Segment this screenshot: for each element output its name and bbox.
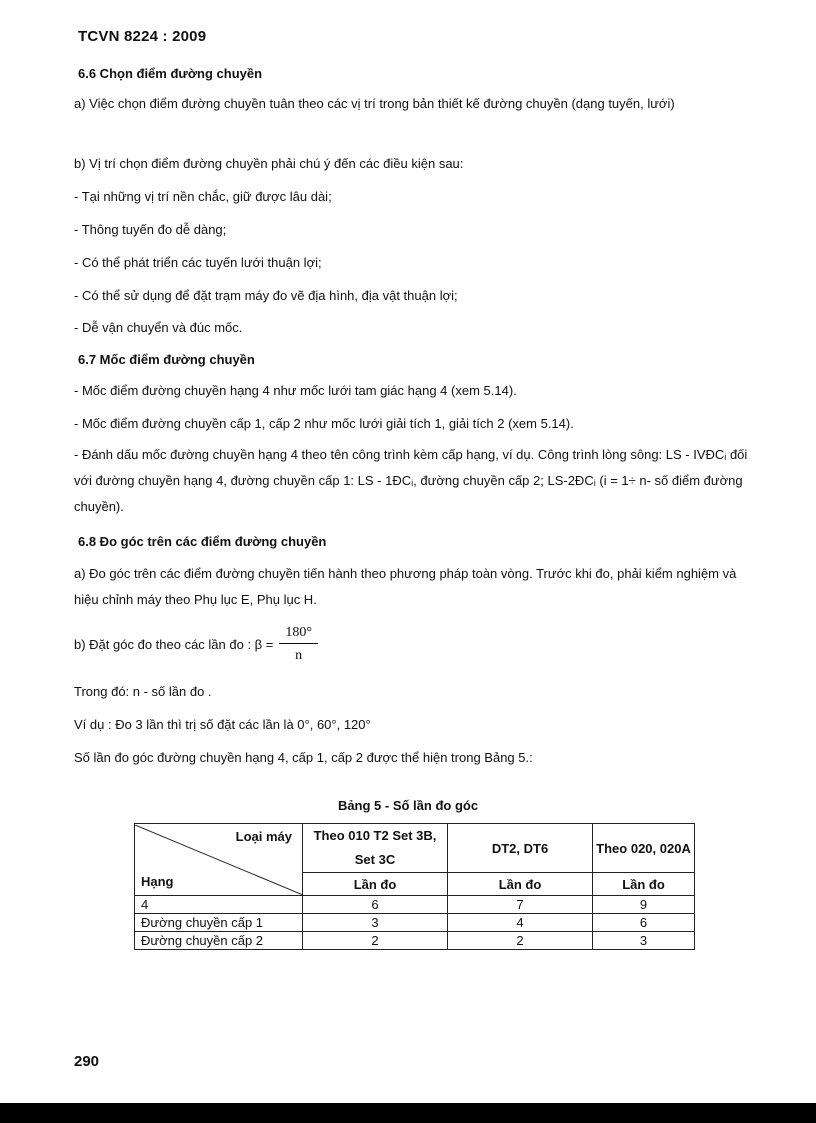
section-6-8-para-a: a) Đo góc trên các điểm đường chuyền tiến hành theo phương pháp toàn vòng. Trước khi đo, phải kiểm nghiệm và hiệu chỉnh máy theo Phụ lục E, Phụ lục H. <box>74 566 737 607</box>
corner-top-label: Loại máy <box>235 828 292 844</box>
list-item: - Mốc điểm đường chuyền cấp 1, cấp 2 như mốc lưới giải tích 1, giải tích 2 (xem 5.14). <box>74 416 574 431</box>
section-6-7-heading: 6.7 Mốc điểm đường chuyền <box>78 352 255 367</box>
fraction-denominator: n <box>295 648 303 663</box>
table-cell: 2 <box>448 932 593 950</box>
example-text: Ví dụ : Đo 3 lần thì trị số đặt các lần là 0°, 60°, 120° <box>74 717 371 732</box>
row-label: 4 <box>135 896 303 914</box>
row-label: Đường chuyền cấp 2 <box>135 932 303 950</box>
sub-header-1: Lần đo <box>303 873 448 896</box>
list-item: - Có thể phát triển các tuyến lưới thuận lợi; <box>74 255 322 270</box>
section-6-6-heading: 6.6 Chọn điểm đường chuyền <box>78 66 263 81</box>
list-item: - Thông tuyến đo dễ dàng; <box>74 222 227 237</box>
formula-where: Trong đó: n - số lần đo . <box>74 684 212 699</box>
standard-code: TCVN 8224 : 2009 <box>78 28 207 45</box>
col-header-1: Theo 010 T2 Set 3B, Set 3C <box>303 824 448 873</box>
table-caption: Bảng 5 - Số lần đo góc <box>337 798 479 813</box>
section-6-8-heading: 6.8 Đo góc trên các điểm đường chuyền <box>78 534 327 549</box>
table-cell: 9 <box>593 896 695 914</box>
measurement-table <box>134 823 695 950</box>
table-cell: 2 <box>303 932 448 950</box>
sub-header-3: Lần đo <box>593 873 695 896</box>
table-cell: 7 <box>448 896 593 914</box>
table-cell: 6 <box>303 896 448 914</box>
list-item: - Mốc điểm đường chuyền hạng 4 như mốc lưới tam giác hạng 4 (xem 5.14). <box>74 383 517 398</box>
col-header-2: DT2, DT6 <box>448 824 593 873</box>
table-cell: 4 <box>448 914 593 932</box>
section-6-6-para-b: b) Vị trí chọn điểm đường chuyền phải chú ý đến các điều kiện sau: <box>74 156 464 171</box>
table-cell: 6 <box>593 914 695 932</box>
table-cell: 3 <box>593 932 695 950</box>
corner-bottom-label: Hạng <box>141 873 174 889</box>
scan-edge-bar <box>0 1103 816 1123</box>
table-row <box>135 896 695 914</box>
table-cell: 3 <box>303 914 448 932</box>
sub-header-2: Lần đo <box>448 873 593 896</box>
fraction-numerator: 180° <box>279 625 318 644</box>
table-row <box>135 914 695 932</box>
page-number: 290 <box>74 1053 100 1070</box>
section-6-6-para-a: a) Việc chọn điểm đường chuyền tuân theo các vị trí trong bản thiết kế đường chuyền (dạng tuyến, lưới) <box>74 96 675 111</box>
list-item: - Dễ vận chuyển và đúc mốc. <box>74 320 243 335</box>
formula-text: b) Đặt góc đo theo các lần đo : β = <box>74 637 274 652</box>
row-label: Đường chuyền cấp 1 <box>135 914 303 932</box>
list-item: - Có thể sử dụng để đặt trạm máy đo vẽ địa hình, địa vật thuận lợi; <box>74 288 458 303</box>
angle-formula <box>74 625 318 664</box>
table-intro: Số lần đo góc đường chuyền hạng 4, cấp 1, cấp 2 được thể hiện trong Bảng 5.: <box>74 750 533 765</box>
list-item: - Tại những vị trí nền chắc, giữ được lâu dài; <box>74 189 332 204</box>
table-row <box>135 932 695 950</box>
list-item: - Đánh dấu mốc đường chuyền hạng 4 theo tên công trình kèm cấp hạng, ví dụ. Công trình lòng sông: LS - IVĐCᵢ đối với đường chuyền hạng 4, đường chuyền cấp 1: LS - 1ĐCᵢ, đường chuyền cấp 2; LS-2ĐCᵢ (i = 1÷ n- số điểm đường chuyền). <box>74 447 748 514</box>
formula-fraction <box>279 625 318 664</box>
col-header-3: Theo 020, 020A <box>593 824 695 873</box>
table-corner-cell <box>135 824 303 896</box>
